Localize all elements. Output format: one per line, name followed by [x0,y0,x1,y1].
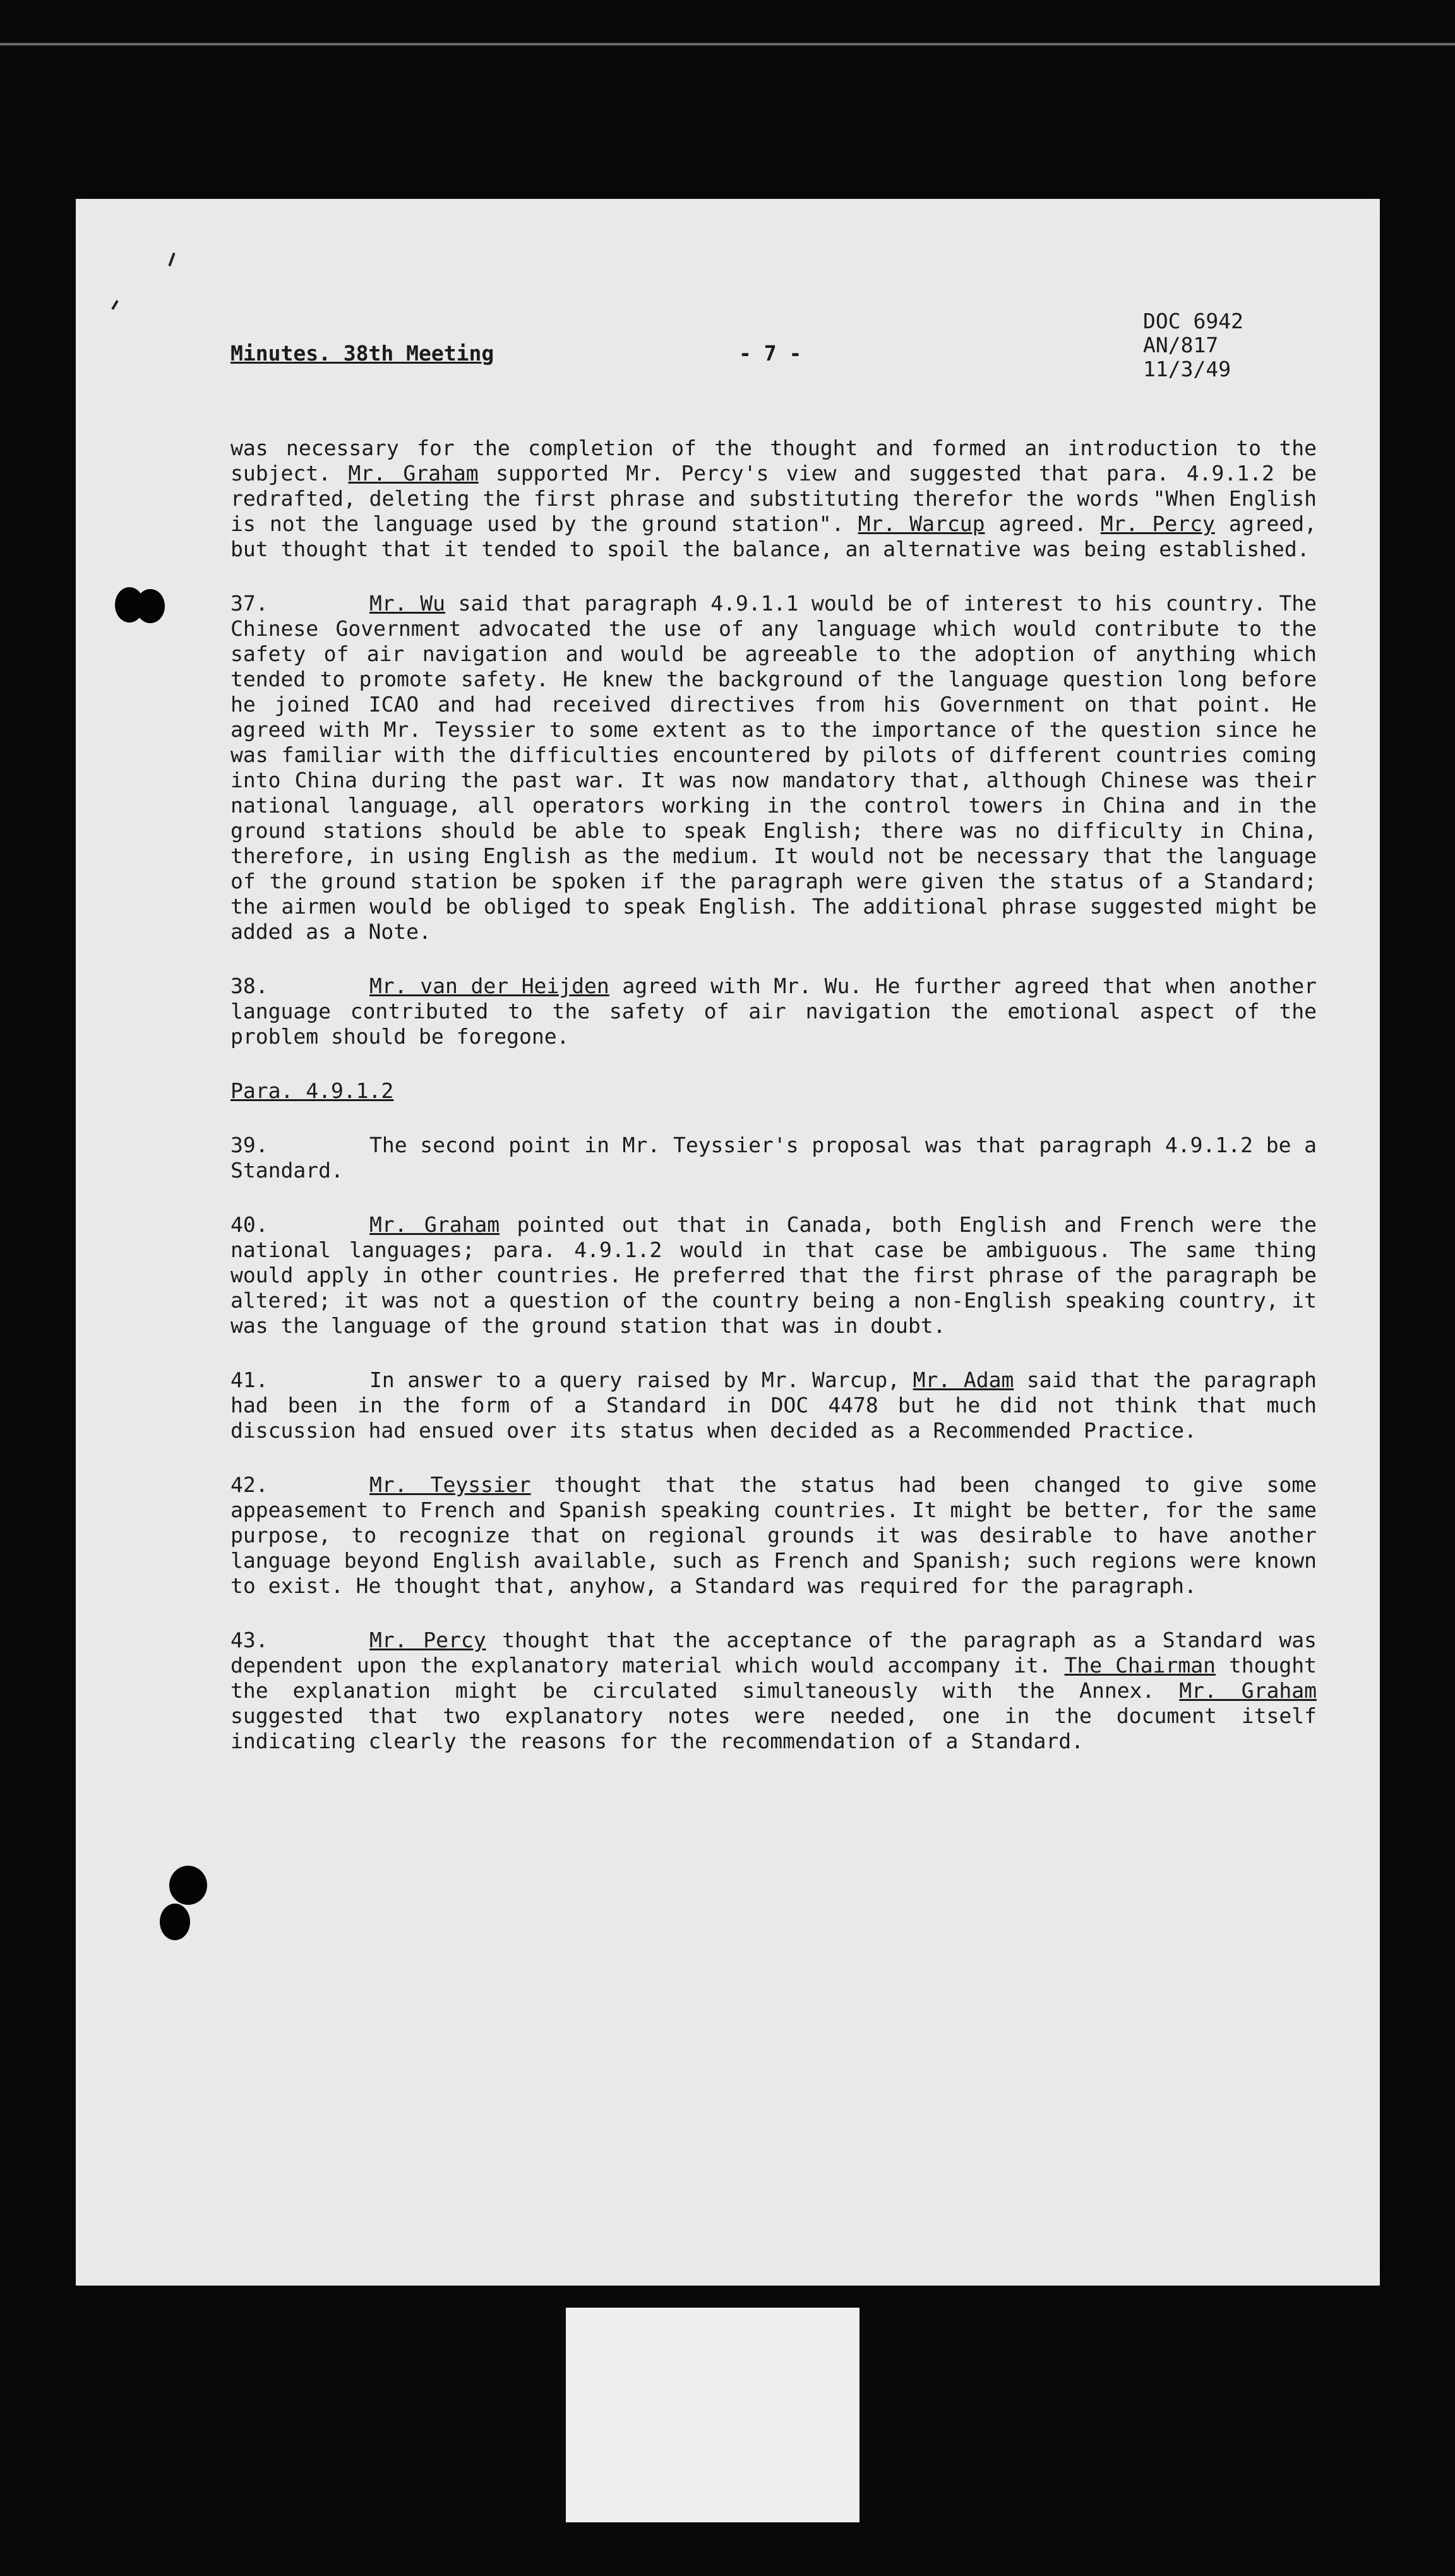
page-number: - 7 - [739,341,802,366]
text-fragment: suggested that two explanatory notes were needed, one in the document itself indicating clearly the reasons for the recommendation of a Standard. [231,1703,1317,1753]
text-fragment: agreed. [998,511,1087,536]
paragraph-37 [231,591,1317,945]
blank-card [566,2308,859,2522]
section-heading: Para. 4.9.1.2 [231,1078,394,1103]
paragraph-43 [231,1628,1317,1754]
doc-date: 11/3/49 [1143,357,1231,381]
text-fragment: thought the explanation might be circulated simultaneously with the Annex. [231,1653,1317,1703]
paragraph-number: 43. [231,1628,268,1652]
speaker-name: Mr. Teyssier [369,1472,531,1497]
speaker-name: Mr. Graham [369,1212,500,1237]
text-fragment: supported Mr. Percy's view and suggested that para. 4.9.1.2 be redrafted, deleting the first phrase and substituting therefor the words "When English is not the language used by the ground station". [231,461,1317,536]
paragraph-41 [231,1368,1317,1443]
speaker-name: Mr. Graham [1179,1678,1317,1703]
paragraph-number: 39. [231,1133,268,1157]
document-reference [1143,309,1243,381]
text-fragment: was necessary for the completion of the thought and formed an introduction to the subject. [231,436,1317,486]
paragraph-text: agreed with Mr. Wu. He further agreed that when another language contributed to the safety of air navigation the emotional aspect of the problem should be foregone. [231,974,1317,1049]
paragraph-number: 37. [231,591,268,616]
paragraph-number: 40. [231,1212,268,1237]
paragraph-38 [231,974,1317,1049]
text-fragment: thought that the acceptance of the paragraph as a Standard was dependent upon the explanatory material which would accompany it. [231,1628,1317,1678]
speaker-name: Mr. Warcup [858,511,985,536]
text-fragment: In answer to a query raised by Mr. Warcup, [369,1368,901,1392]
film-edge-line [0,43,1455,45]
paragraph-number: 38. [231,974,268,998]
speaker-name: Mr. Adam [913,1368,1014,1392]
document-body [231,436,1317,1783]
paragraph-text: thought that the status had been changed to give some appeasement to French and Spanish speaking countries. It might be better, for the same purpose, to recognize that on regional grounds it was desirable to have another language beyond English available, such as French and Spanish; such regions were known to exist. He thought that, anyhow, a Standard was required for the paragraph. [231,1472,1317,1598]
text-fragment: agreed, but thought that it tended to spoil the balance, an alternative was being established. [231,511,1317,561]
paragraph-40 [231,1212,1317,1339]
document-page [76,199,1380,2286]
text-fragment: said that the paragraph had been in the form of a Standard in DOC 4478 but he did not think that much discussion had ensued over its status when decided as a Recommended Practice. [231,1368,1317,1443]
speaker-name: The Chairman [1064,1653,1216,1678]
paragraph-continuation [231,436,1317,562]
paragraph-42 [231,1472,1317,1599]
paragraph-number: 41. [231,1368,268,1392]
doc-number: DOC 6942 [1143,309,1243,333]
paragraph-39 [231,1133,1317,1183]
speaker-name: Mr. van der Heijden [369,974,609,998]
paragraph-text: pointed out that in Canada, both English and French were the national languages; para. 4.9.1.2 would in that case be ambiguous. The same thing would apply in other countries. He preferred that the first phrase of the paragraph be altered; it was not a question of the country being a non-English speaking country, it was the language of the ground station that was in doubt. [231,1212,1317,1338]
speaker-name: Mr. Graham [348,461,479,486]
doc-code: AN/817 [1143,333,1219,357]
document-title: Minutes. 38th Meeting [231,341,494,366]
speaker-name: Mr. Percy [1100,511,1215,536]
paragraph-text: said that paragraph 4.9.1.1 would be of interest to his country. The Chinese Government advocated the use of any language which would contribute to the safety of air navigation and would be agreeable to the adoption of anything which tended to promote safety. He knew the background of the language question long before he joined ICAO and had received directives from his Government on that point. He agreed with Mr. Teyssier to some extent as to the importance of the question since he was familiar with the difficulties encountered by pilots of different countries coming into China during the past war. It was now mandatory that, although Chinese was their national language, all operators working in the control towers in China and in the ground stations should be able to speak English; there was no difficulty in China, therefore, in using English as the medium. It would not be necessary that the language of the ground station be spoken if the paragraph were given the status of a Standard; the airmen would be obliged to speak English. The additional phrase suggested might be added as a Note. [231,591,1317,944]
speaker-name: Mr. Wu [369,591,445,616]
paragraph-number: 42. [231,1472,268,1497]
paragraph-text: The second point in Mr. Teyssier's proposal was that paragraph 4.9.1.2 be a Standard. [231,1133,1317,1183]
speaker-name: Mr. Percy [369,1628,486,1652]
